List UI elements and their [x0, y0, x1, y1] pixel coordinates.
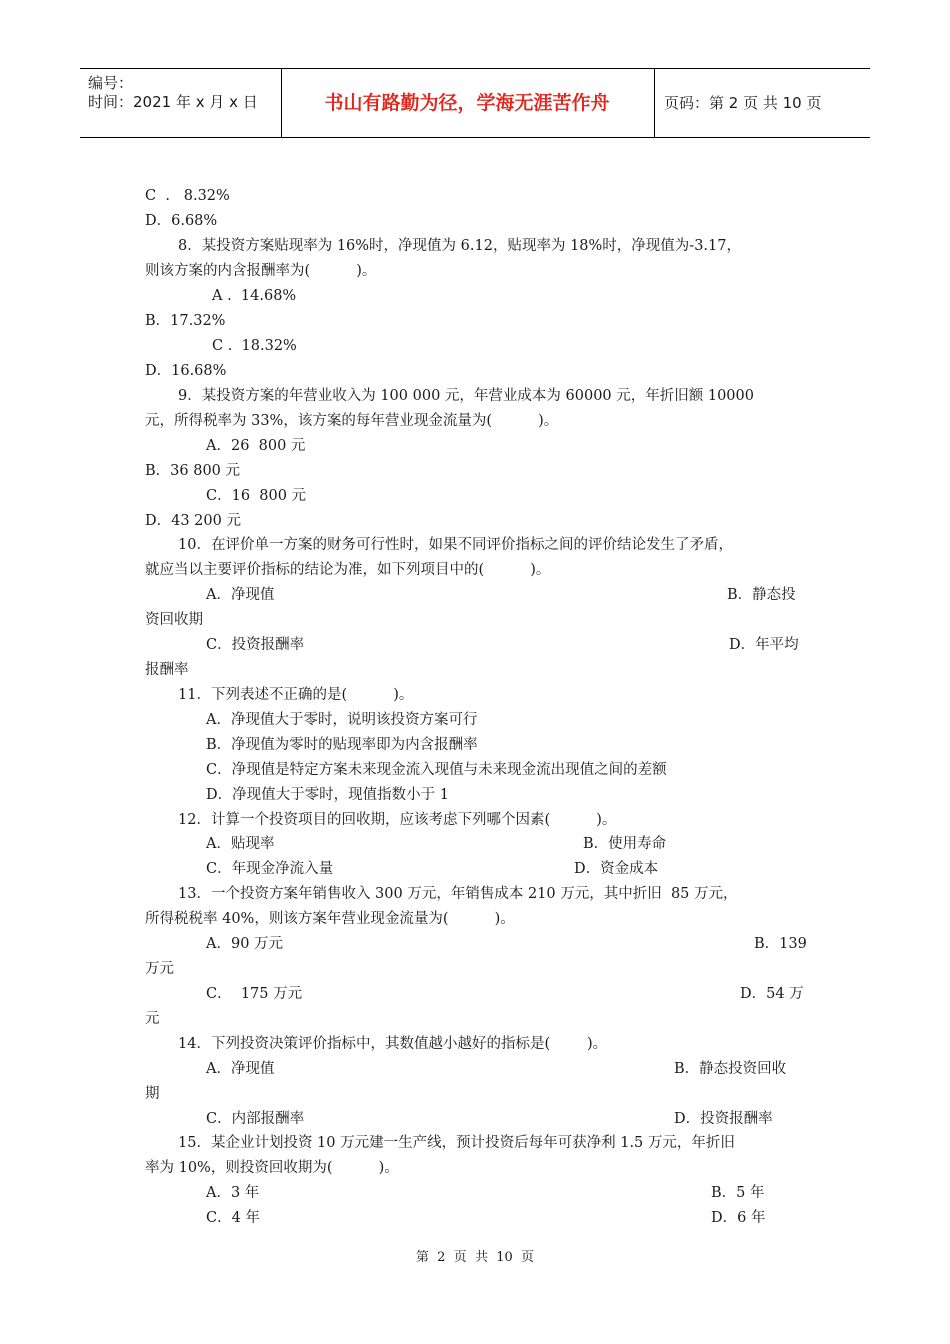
answer-option: D．6.68%	[145, 213, 218, 229]
answer-option: C．投资报酬率	[206, 637, 305, 653]
question-text: 14．下列投资决策评价指标中，其数值越小越好的指标是( )。	[178, 1036, 608, 1052]
question-text: 9．某投资方案的年营业收入为 100 000 元，年营业成本为 60000 元，年折旧额 10000	[178, 388, 754, 404]
answer-option: D．16.68%	[145, 363, 227, 379]
answer-option: D．6 年	[711, 1210, 766, 1226]
answer-option: A．3 年	[206, 1185, 260, 1201]
answer-option: 期	[145, 1086, 160, 1102]
answer-option: 报酬率	[145, 662, 189, 678]
answer-option: D．投资报酬率	[674, 1111, 773, 1127]
answer-option: B．139	[754, 936, 807, 952]
header-divider	[654, 69, 655, 137]
answer-option: B．静态投	[727, 587, 796, 603]
answer-option: 元	[145, 1011, 160, 1027]
answer-option: C．16 800 元	[206, 488, 307, 504]
answer-option: D．年平均	[729, 637, 799, 653]
answer-option: D．54 万	[740, 986, 804, 1002]
answer-option: B．36 800 元	[145, 463, 241, 479]
header-info-cell	[80, 69, 280, 137]
answer-option: A．90 万元	[206, 936, 284, 952]
answer-option: B．净现值为零时的贴现率即为内含报酬率	[206, 737, 478, 753]
answer-option: C．年现金净流入量	[206, 861, 334, 877]
answer-option: B．5 年	[711, 1185, 765, 1201]
question-text: 则该方案的内含报酬率为( )。	[145, 263, 377, 279]
question-text: 12．计算一个投资项目的回收期，应该考虑下列哪个因素( )。	[178, 812, 617, 828]
answer-option: C．内部报酬率	[206, 1111, 305, 1127]
question-text: 15．某企业计划投资 10 万元建一生产线，预计投资后每年可获净利 1.5 万元，年折旧	[178, 1135, 735, 1151]
motto-title: 书山有路勤为径，学海无涯苦作舟	[324, 92, 610, 114]
answer-option: C . 18.32%	[212, 338, 297, 354]
answer-option: A．26 800 元	[206, 438, 306, 454]
answer-option: C．4 年	[206, 1210, 260, 1226]
answer-option: A．贴现率	[206, 836, 275, 852]
answer-option: B．使用寿命	[583, 836, 667, 852]
question-text: 元，所得税率为 33%，该方案的每年营业现金流量为( )。	[145, 413, 559, 429]
answer-option: C．净现值是特定方案未来现金流入现值与未来现金流出现值之间的差额	[206, 762, 667, 778]
question-text: 率为 10%，则投资回收期为( )。	[145, 1160, 399, 1176]
question-text: 所得税税率 40%，则该方案年营业现金流量为( )。	[145, 911, 515, 927]
answer-option: 资回收期	[145, 612, 203, 628]
answer-option: A．净现值	[206, 587, 275, 603]
page-header	[80, 68, 870, 138]
question-text: 8．某投资方案贴现率为 16%时，净现值为 6.12，贴现率为 18%时，净现值为-3.17，	[178, 238, 741, 254]
answer-option: C . 8.32%	[145, 188, 230, 204]
answer-option: 万元	[145, 961, 174, 977]
answer-option: D．43 200 元	[145, 513, 241, 529]
answer-option: B．17.32%	[145, 313, 226, 329]
answer-option: A . 14.68%	[212, 288, 297, 304]
question-text: 就应当以主要评价指标的结论为准，如下列项目中的( )。	[145, 562, 551, 578]
page-number-label: 页码：第 2 页 共 10 页	[664, 94, 822, 112]
answer-option: D．资金成本	[574, 861, 659, 877]
answer-option: C． 175 万元	[206, 986, 303, 1002]
answer-option: B．静态投资回收	[674, 1061, 787, 1077]
number-label: 编号：	[88, 74, 134, 92]
answer-option: A．净现值大于零时，说明该投资方案可行	[206, 712, 478, 728]
page-footer: 第 2 页 共 10 页	[415, 1250, 535, 1265]
question-text: 11．下列表述不正确的是( )。	[178, 687, 414, 703]
time-label: 时间：2021 年 x 月 x 日	[88, 93, 258, 111]
question-text: 10．在评价单一方案的财务可行性时，如果不同评价指标之间的评价结论发生了矛盾，	[178, 537, 733, 553]
answer-option: D．净现值大于零时，现值指数小于 1	[206, 787, 449, 803]
answer-option: A．净现值	[206, 1061, 275, 1077]
question-text: 13．一个投资方案年销售收入 300 万元，年销售成本 210 万元，其中折旧 85 万元，	[178, 886, 738, 902]
